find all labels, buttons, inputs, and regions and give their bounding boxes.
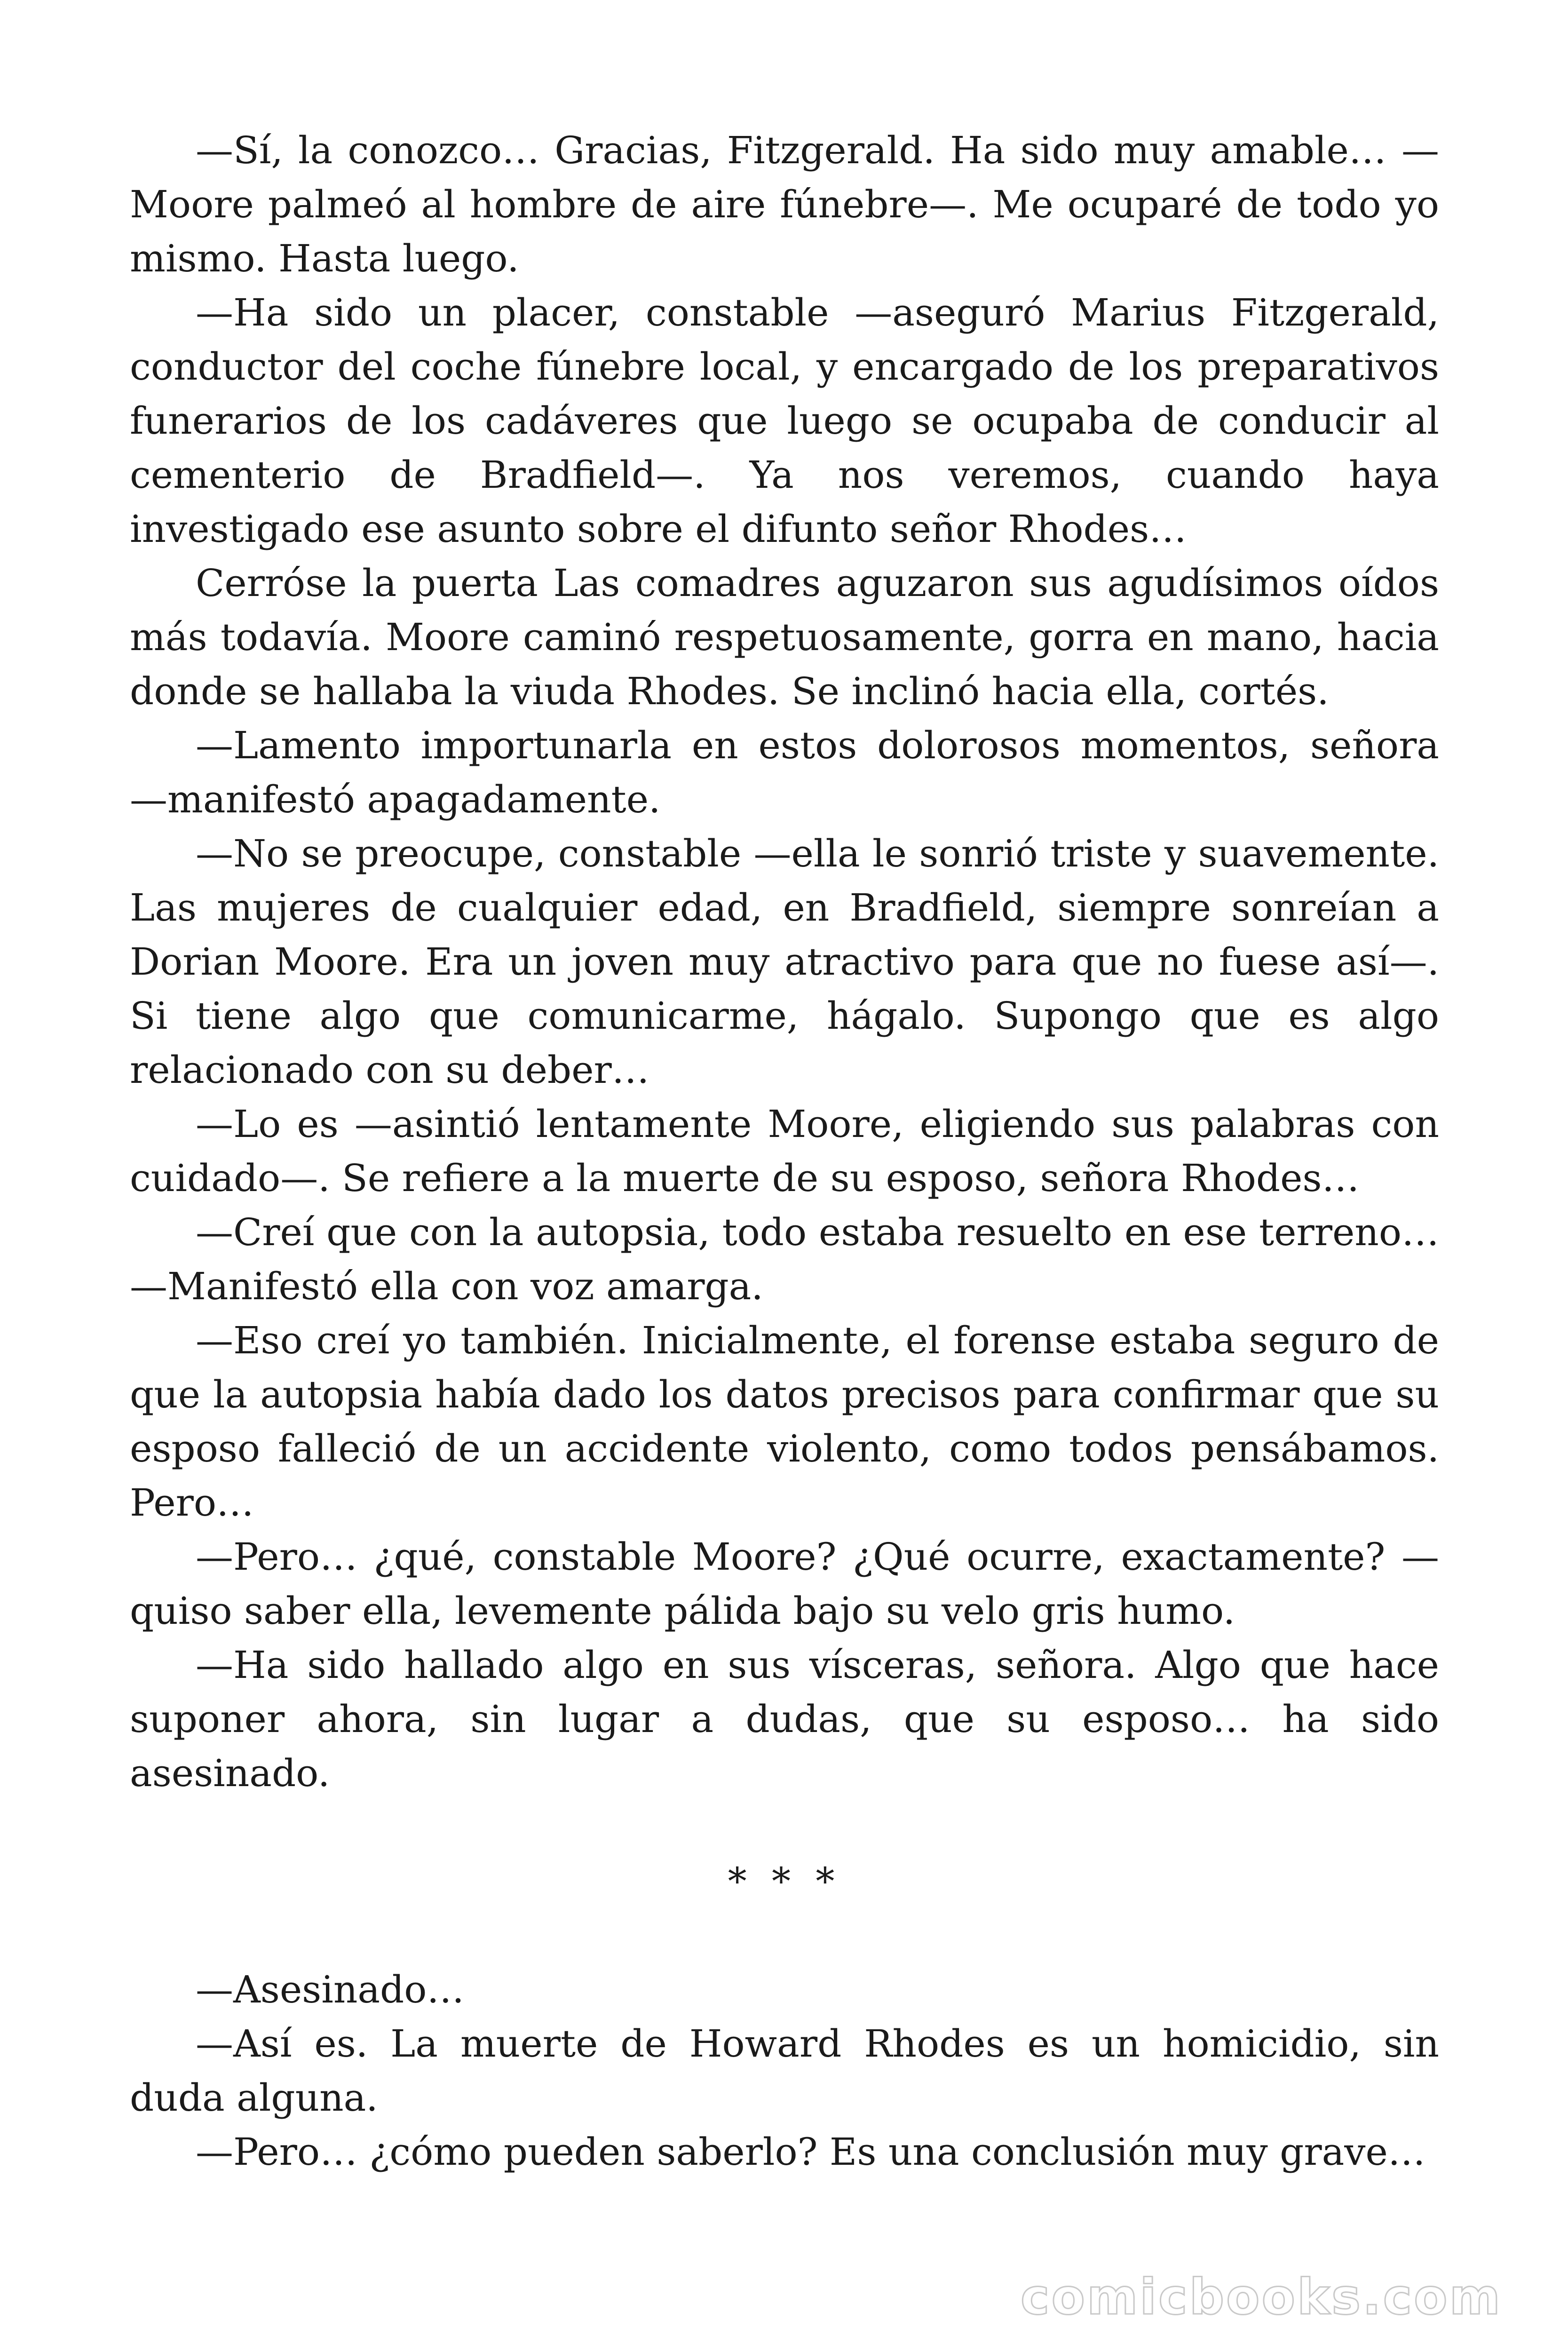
paragraph: —No se preocupe, constable —ella le sonrió triste y suavemente. Las mujeres de cualquier edad, en Bradfield, siempre sonreían a Dorian Moore. Era un joven muy atractivo para que no fuese así—. Si tiene algo que comunicarme, hágalo. Supongo que es algo relacionado con su deber…: [130, 832, 1439, 1092]
paragraph: —Sí, la conozco… Gracias, Fitzgerald. Ha sido muy amable… —Moore palmeó al hombre de aire fúnebre—. Me ocuparé de todo yo mismo. Hasta luego.: [130, 128, 1439, 280]
paragraph: —Ha sido hallado algo en sus vísceras, señora. Algo que hace suponer ahora, sin lugar a dudas, que su esposo… ha sido asesinado.: [130, 1643, 1439, 1795]
paragraph: —Pero… ¿qué, constable Moore? ¿Qué ocurre, exactamente? —quiso saber ella, levemente pálida bajo su velo gris humo.: [130, 1535, 1439, 1633]
paragraph: —Asesinado…: [196, 1968, 465, 2011]
paragraph: —Creí que con la autopsia, todo estaba resuelto en ese terreno… —Manifestó ella con voz amarga.: [130, 1210, 1439, 1308]
paragraph: Cerróse la puerta Las comadres aguzaron sus agudísimos oídos más todavía. Moore caminó respetuosamente, gorra en mano, hacia donde se hallaba la viuda Rhodes. Se inclinó hacia ella, cortés.: [130, 561, 1439, 713]
section-separator: * * *: [728, 1859, 841, 1903]
page-text: [130, 123, 1439, 2179]
paragraph: —Pero… ¿cómo pueden saberlo? Es una conclusión muy grave…: [196, 2130, 1425, 2174]
paragraph: —Ha sido un placer, constable —aseguró Marius Fitzgerald, conductor del coche fúnebre local, y encargado de los preparativos funerarios de los cadáveres que luego se ocupaba de conducir al cementerio de Bradfield—. Ya nos veremos, cuando haya investigado ese asunto sobre el difunto señor Rhodes…: [130, 291, 1439, 551]
paragraph: —Lamento importunarla en estos dolorosos momentos, señora —manifestó apagadamente.: [130, 723, 1439, 821]
paragraph: —Lo es —asintió lentamente Moore, eligiendo sus palabras con cuidado—. Se refiere a la muerte de su esposo, señora Rhodes…: [130, 1102, 1439, 1200]
paragraph: —Eso creí yo también. Inicialmente, el forense estaba seguro de que la autopsia había dado los datos precisos para confirmar que su esposo falleció de un accidente violento, como todos pensábamos. Pero…: [130, 1319, 1439, 1525]
watermark-logo: comicbooks.com: [1020, 2268, 1502, 2326]
paragraph: —Así es. La muerte de Howard Rhodes es un homicidio, sin duda alguna.: [130, 2022, 1439, 2120]
